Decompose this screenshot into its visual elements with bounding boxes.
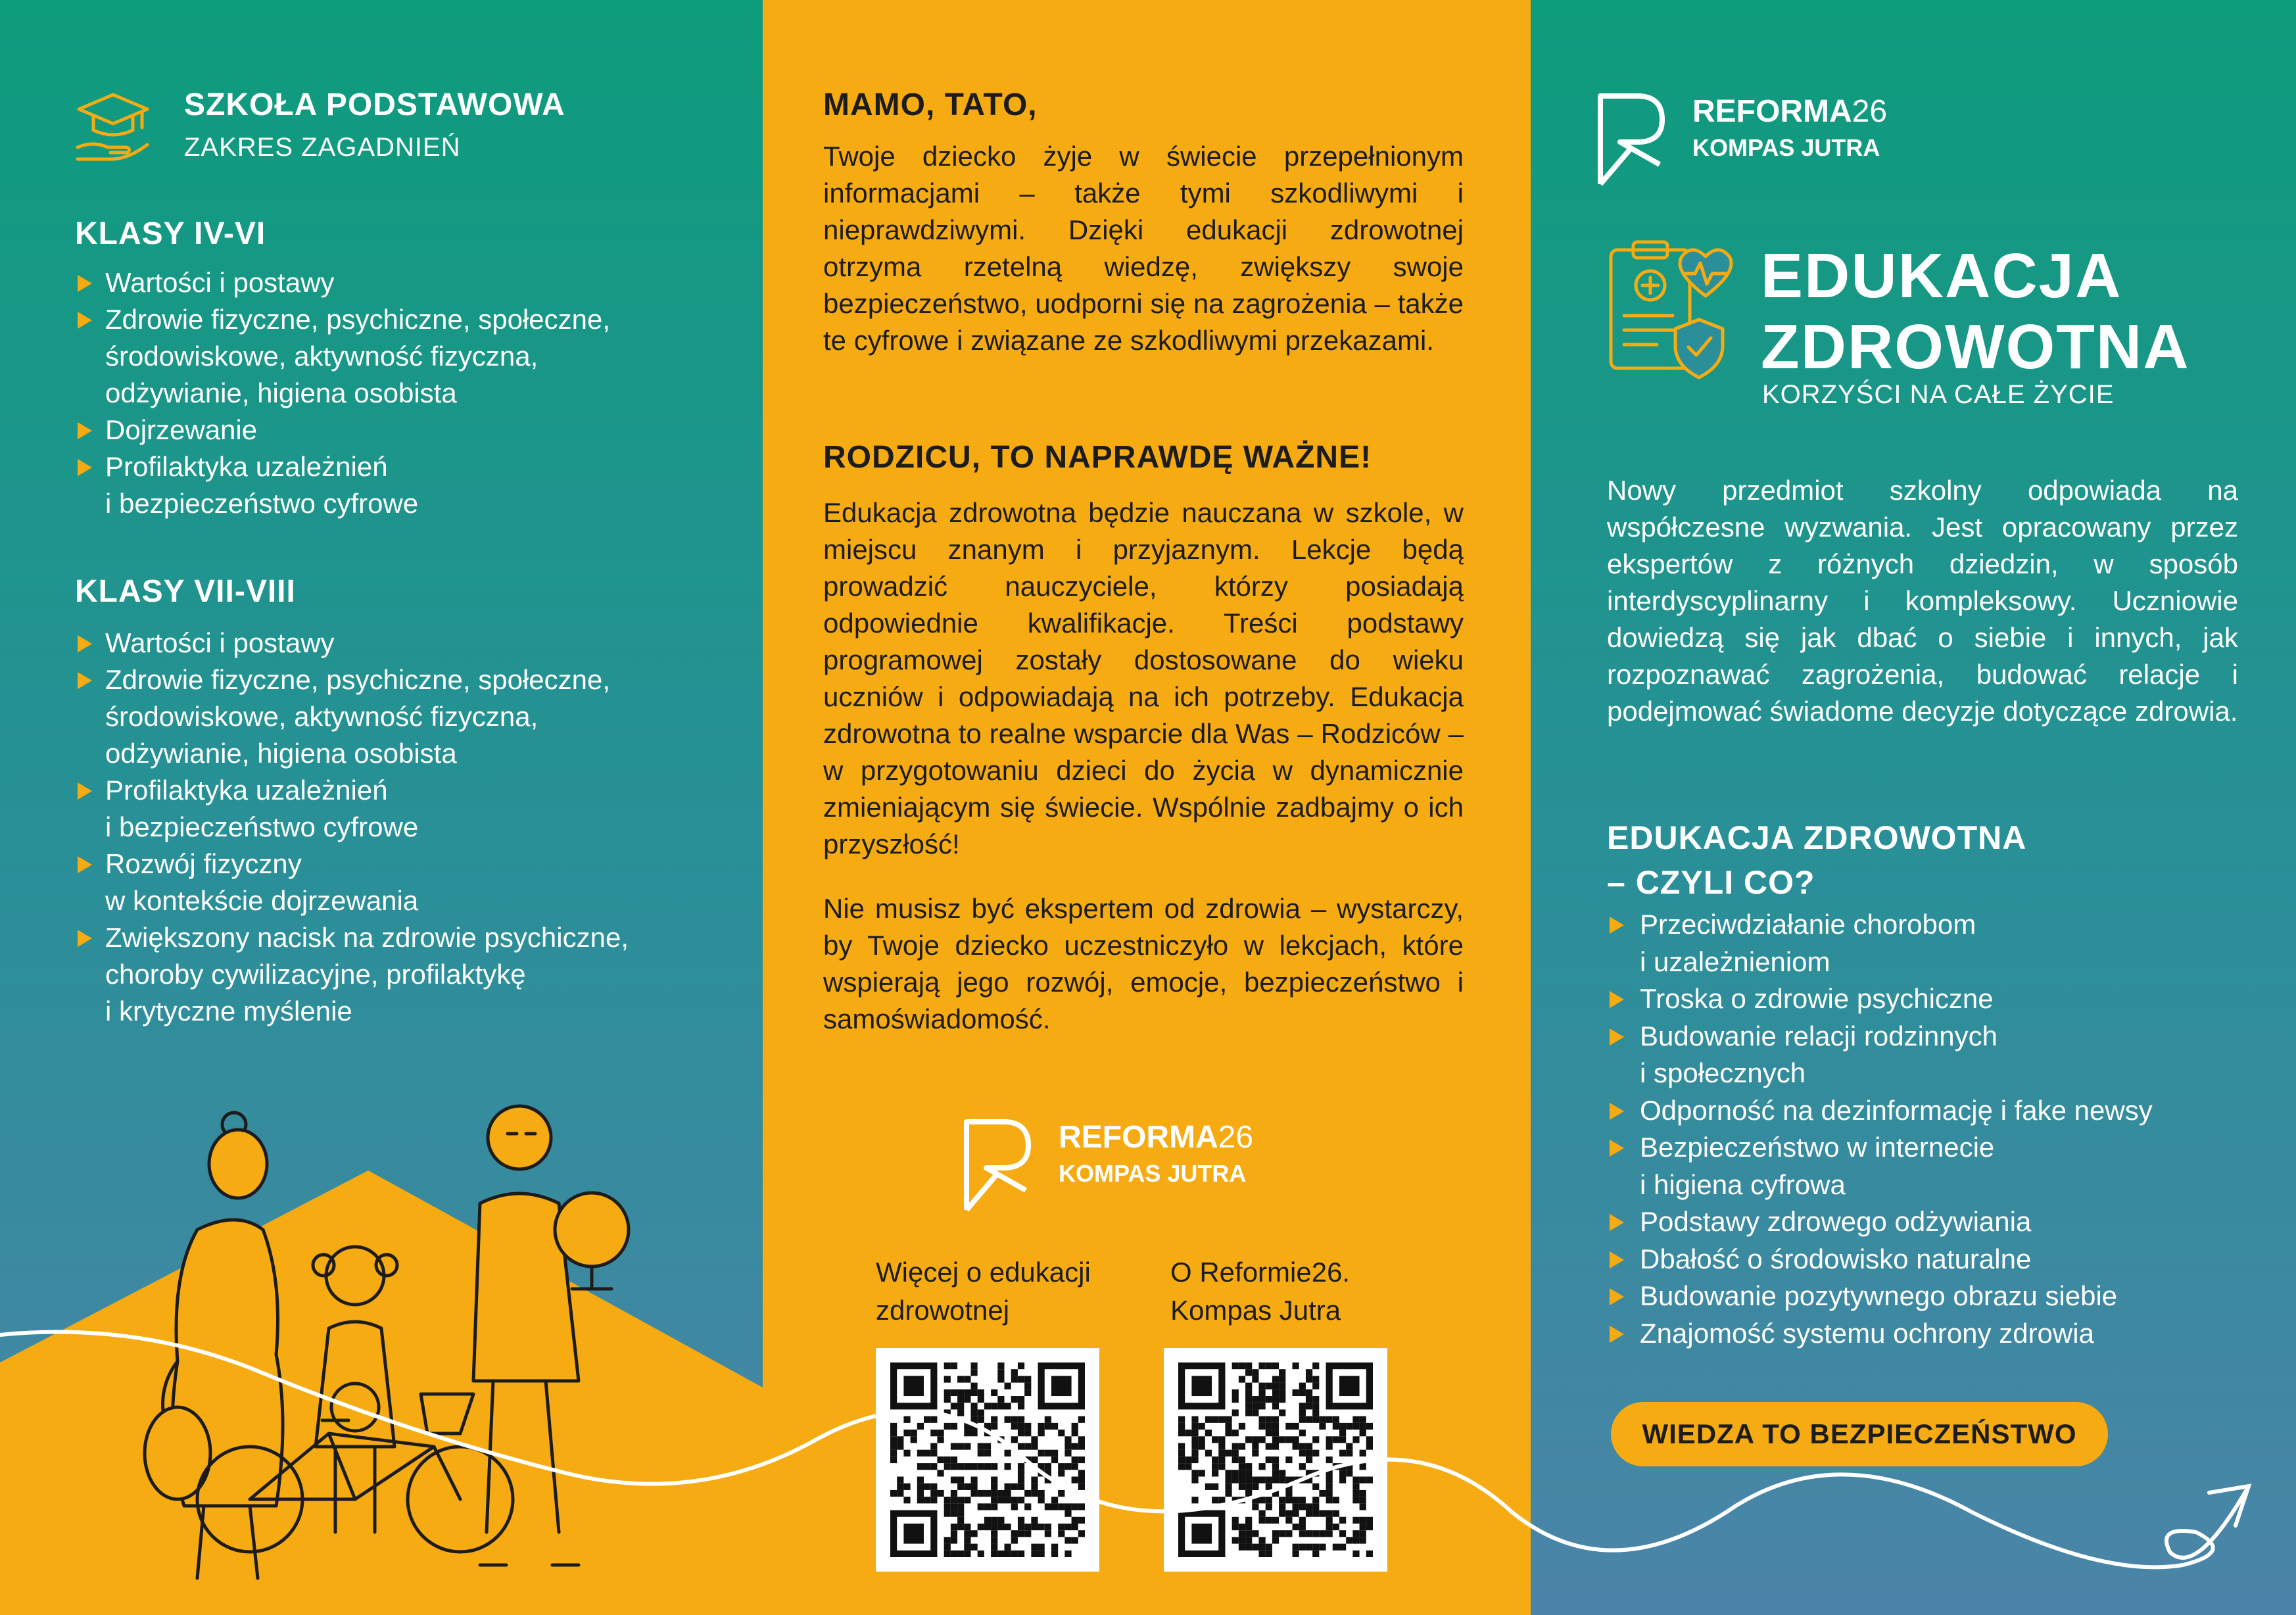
list-item: Przeciwdziałanie chorobom i uzależnieniom [1607,906,2264,980]
arrow-bullet-icon [1610,1326,1624,1343]
medical-report-heart-icon [1607,237,1738,381]
topics-list-iv-vi [75,264,732,522]
arrow-bullet-icon [78,635,92,652]
list-item: Profilaktyka uzależnień i bezpieczeństwo cyfrowe [75,448,732,522]
logo-name: REFORMA26 [1692,94,1888,129]
section-heading-iv-vi: KLASY IV-VI [75,216,266,251]
arrow-bullet-icon [1610,1251,1624,1268]
qr-caption-reforma: O Reformie26. Kompas Jutra [1170,1257,1351,1326]
list-item: Rozwój fizyczny w kontekście dojrzewania [75,846,732,919]
slogan-pill: WIEDZA TO BEZPIECZEŃSTWO [1611,1402,2108,1466]
family-bicycle-illustration [0,1078,763,1615]
no-expert-paragraph: Nie musisz być ekspertem od zdrowia – wystarczy, by Twoje dziecko uczestniczyło w lekcjach, które wspierają jego rozwój, emocje, bezpieczeństwo i samoświadomość. [823,893,1464,1034]
reforma-logo [1594,85,1988,191]
list-item: Troska o zdrowie psychiczne [1607,980,2264,1018]
list-item: Budowanie pozytywnego obrazu siebie [1607,1278,2264,1315]
logo-tagline: KOMPAS JUTRA [1059,1160,1247,1187]
arrow-bullet-icon [78,422,92,439]
arrow-bullet-icon [1610,991,1624,1008]
qr-caption-health-education: Więcej o edukacji zdrowotnej [876,1257,1091,1326]
arrow-bullet-icon [1610,917,1624,934]
logo-tagline: KOMPAS JUTRA [1692,134,1880,161]
list-item: Dbałość o środowisko naturalne [1607,1241,2264,1278]
right-panel [1531,0,2296,1615]
school-subtitle: ZAKRES ZAGADNIEŃ [184,133,461,162]
list-item: Profilaktyka uzależnień i bezpieczeństwo cyfrowe [75,772,732,846]
qr-code-icon [890,1362,1085,1557]
qr-code-icon [1178,1362,1373,1557]
arrow-bullet-icon [1610,1214,1624,1231]
arrow-bullet-icon [78,930,92,947]
school-title: SZKOŁA PODSTAWOWA [184,87,565,122]
list-item: Wartości i postawy [75,264,732,301]
topics-list-vii-viii [75,625,732,1030]
reforma-logo-icon [960,1111,1039,1217]
arrow-bullet-icon [78,312,92,329]
reforma-logo-icon [1594,85,1673,191]
arrow-bullet-icon [1610,1103,1624,1120]
main-subtitle: KORZYŚCI NA CAŁE ŻYCIE [1762,380,2115,409]
graduation-cap-hand-icon [74,87,153,164]
heading-parents: MAMO, TATO, [823,87,1038,122]
arrow-bullet-icon [1610,1288,1624,1305]
arrow-bullet-icon [1610,1028,1624,1046]
list-item: Zdrowie fizyczne, psychiczne, społeczne, środowiskowe, aktywność fizyczna, odżywianie, higiena osobista [75,662,732,772]
arrow-bullet-icon [78,275,92,292]
middle-panel [763,0,1531,1615]
list-item: Podstawy zdrowego odżywiania [1607,1203,2264,1241]
left-panel [0,0,763,1615]
list-item: Dojrzewanie [75,412,732,448]
benefits-list [1607,906,2264,1352]
parents-paragraph: Twoje dziecko żyje w świecie przepełnionym informacjami – także tymi szkodliwymi i nieprawdziwymi. Dzięki edukacji zdrowotnej otrzyma rzetelną wiedzę, zwiększy swoje bezpieczeństwo, uodporni się na zagrożenia – także te cyfrowe i związane ze szkodliwymi przekazami. [823,141,1464,356]
arrow-bullet-icon [78,672,92,689]
arrow-bullet-icon [78,856,92,873]
list-heading: EDUKACJA ZDROWOTNA – CZYLI CO? [1607,819,2027,901]
heading-important: RODZICU, TO NAPRAWDĘ WAŻNE! [823,440,1372,475]
arrow-bullet-icon [78,459,92,476]
list-item: Znajomość systemu ochrony zdrowia [1607,1315,2264,1353]
list-item: Wartości i postawy [75,625,732,662]
main-title: EDUKACJA ZDROWOTNA [1761,241,2190,382]
logo-name: REFORMA26 [1059,1120,1254,1155]
arrow-bullet-icon [1610,1140,1624,1157]
section-heading-vii-viii: KLASY VII-VIII [75,574,296,609]
list-item: Bezpieczeństwo w internecie i higiena cyfrowa [1607,1129,2264,1203]
list-item: Odporność na dezinformację i fake newsy [1607,1092,2264,1130]
important-paragraph: Edukacja zdrowotna będzie nauczana w szkole, w miejscu znanym i przyjaznym. Lekcje będą prowadzić nauczyciele, którzy posiadają odpowiednie kwalifikacje. Treści podstawy programowej zostały dostosowane do wieku uczniów i odpowiadają na ich potrzeby. Edukacja zdrowotna to realne wsparcie dla Was – Rodziców – w przygotowaniu dzieci do życia w dynamicznie zmieniającym się świecie. Wspólnie zadbajmy o ich przyszłość! [823,497,1464,859]
list-item: Zwiększony nacisk na zdrowie psychiczne, choroby cywilizacyjne, profilaktykę i krytyczne myślenie [75,919,732,1030]
qr-code-reforma[interactable] [1164,1348,1387,1572]
list-item: Budowanie relacji rodzinnych i społecznych [1607,1018,2264,1092]
qr-code-health-education[interactable] [876,1348,1099,1572]
intro-paragraph: Nowy przedmiot szkolny odpowiada na współczesne wyzwania. Jest opracowany przez ekspertów z różnych dziedzin, w sposób interdyscyplinarny i kompleksowy. Uczniowie dowiedzą się jak dbać o siebie i innych, jak rozpoznawać zagrożenia, budować relacje i podejmować świadome decyzje dotyczące zdrowia. [1607,475,2238,727]
list-item: Zdrowie fizyczne, psychiczne, społeczne, środowiskowe, aktywność fizyczna, odżywianie, higiena osobista [75,301,732,412]
arrow-bullet-icon [78,783,92,800]
reforma-logo [960,1111,1328,1217]
